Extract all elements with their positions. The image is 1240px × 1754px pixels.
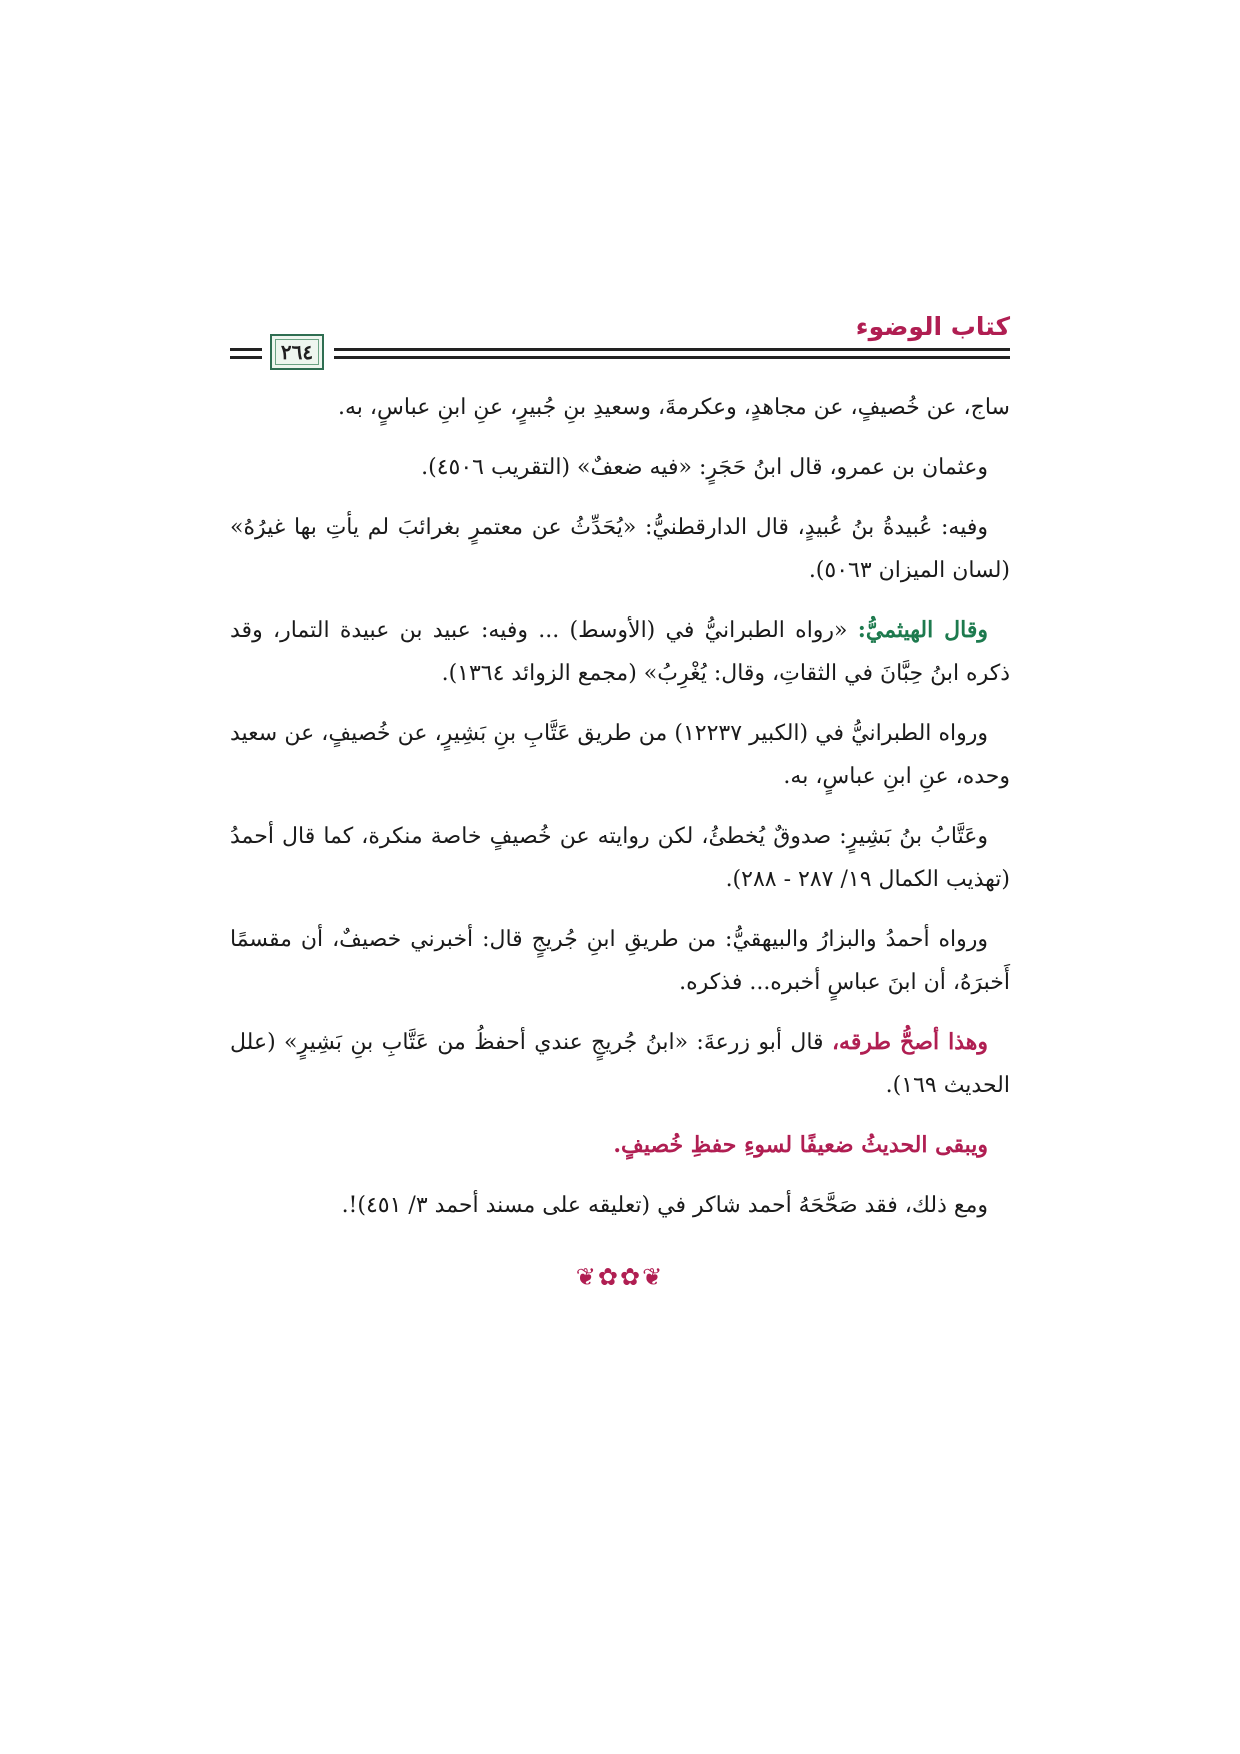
header-rule <box>230 356 262 359</box>
paragraph <box>230 712 1010 798</box>
paragraph-text: وفيه: عُبيدةُ بنُ عُبيدٍ، قال الدارقطنيُّ: «يُحَدِّثُ عن معتمرٍ بغرائبَ لم يأتِ بها غيرُهُ» (لسان الميزان ٥٠٦٣). <box>230 515 1010 583</box>
page-body <box>230 386 1010 1227</box>
paragraph <box>230 1021 1010 1107</box>
paragraph-text: «رواه الطبرانيُّ في (الأوسط) ... وفيه: عبيد بن عبيدة التمار، وقد ذكره ابنُ حِبَّانَ في الثقاتِ، وقال: يُغْرِبُ» (مجمع الزوائد ١٣٦٤). <box>230 618 1010 686</box>
paragraph <box>230 609 1010 695</box>
paragraph <box>230 1184 1010 1227</box>
paragraph-text: ورواه الطبرانيُّ في (الكبير ١٢٢٣٧) من طريق عَتَّابِ بنِ بَشِيرٍ، عن خُصيفٍ، عن سعيد وحده، عنِ ابنِ عباسٍ، به. <box>230 721 1010 789</box>
document-page <box>230 300 1010 1600</box>
paragraph-text: ورواه أحمدُ والبزارُ والبيهقيُّ: من طريقِ ابنِ جُريجٍ قال: أخبرني خصيفٌ، أن مقسمًا أَخبرَهُ، أن ابنَ عباسٍ أخبره... فذكره. <box>230 927 1010 995</box>
paragraph <box>230 446 1010 489</box>
chapter-title: كتاب الوضوء <box>855 312 1010 341</box>
paragraph-text: ومع ذلك، فقد صَحَّحَهُ أحمد شاكر في (تعليقه على مسند أحمد ٣/ ٤٥١)!. <box>341 1193 988 1218</box>
highlighted-lead: وهذا أصحُّ طرقه، <box>831 1029 988 1055</box>
page-header <box>230 300 1010 378</box>
paragraph <box>230 1124 1010 1167</box>
header-rule <box>334 356 1010 359</box>
paragraph-text: وعَتَّابُ بنُ بَشِيرٍ: صدوقٌ يُخطئُ، لكن روايته عن خُصيفٍ خاصة منكرة، كما قال أحمدُ (تهذيب الكمال ١٩/ ٢٨٧ - ٢٨٨). <box>230 824 1010 892</box>
paragraph <box>230 386 1010 429</box>
paragraph <box>230 918 1010 1004</box>
paragraph-text: وعثمان بن عمرو، قال ابنُ حَجَرٍ: «فيه ضعفٌ» (التقريب ٤٥٠٦). <box>421 455 988 480</box>
page-number-frame <box>270 334 324 370</box>
page-number: ٢٦٤ <box>280 340 314 364</box>
header-rule <box>334 348 1010 351</box>
paragraph <box>230 815 1010 901</box>
paragraph-text: قال أبو زرعةَ: «ابنُ جُريجٍ عندي أحفظُ من عَتَّابِ بنِ بَشِيرٍ» (علل الحديث ١٦٩). <box>230 1030 1010 1098</box>
header-rule <box>230 348 262 351</box>
paragraph <box>230 506 1010 592</box>
end-ornament-icon: ❦✿✿❦ <box>575 1263 665 1291</box>
conclusion-text: ويبقى الحديثُ ضعيفًا لسوءِ حفظِ خُصيفٍ. <box>613 1132 988 1158</box>
highlighted-lead: وقال الهيثميُّ: <box>857 617 988 643</box>
paragraph-text: ساج، عن خُصيفٍ، عن مجاهدٍ، وعكرمةَ، وسعيدِ بنِ جُبيرٍ، عنِ ابنِ عباسٍ، به. <box>338 395 1010 420</box>
